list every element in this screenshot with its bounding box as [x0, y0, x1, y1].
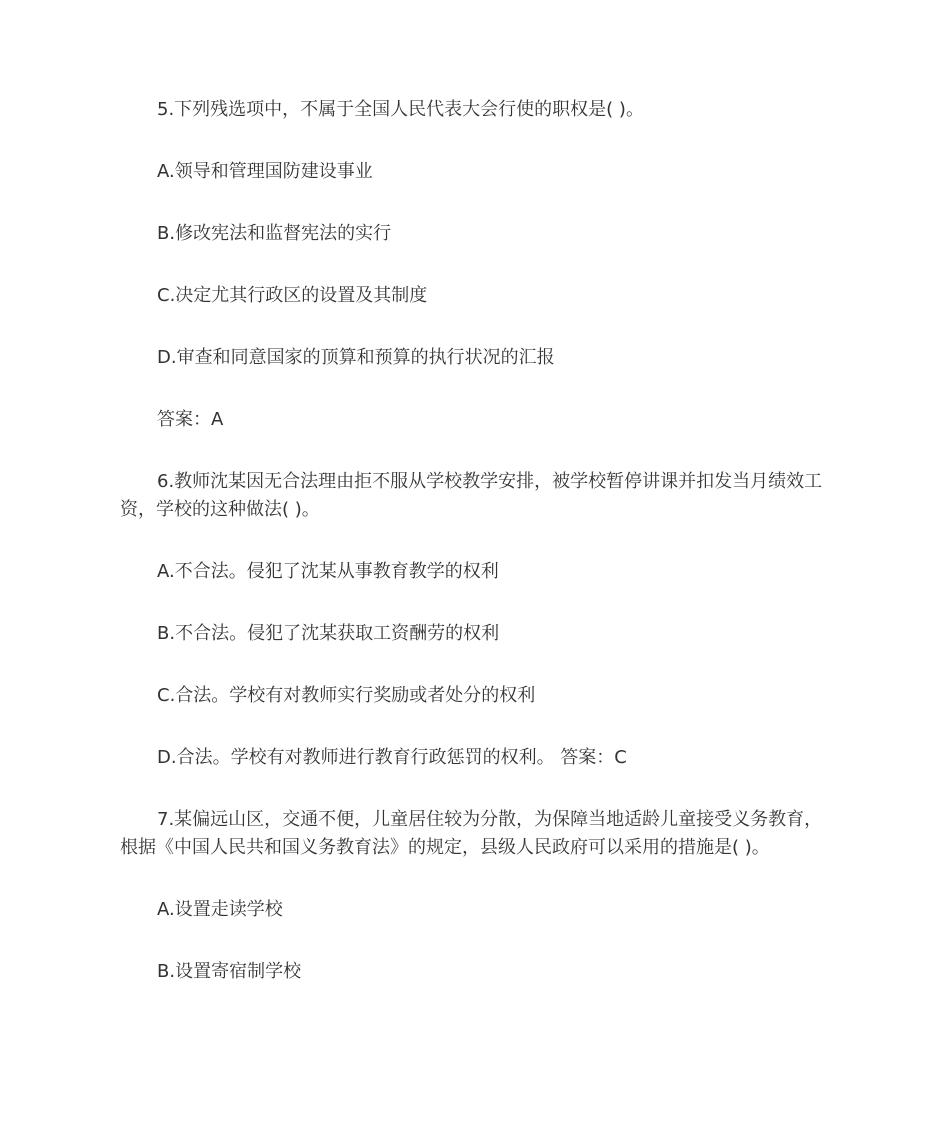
question-6-option-a: A.不合法。侵犯了沈某从事教育教学的权利: [157, 561, 499, 582]
question-5-answer: 答案：A: [157, 409, 224, 430]
question-6-option-d-answer: D.合法。学校有对教师进行教育行政惩罚的权利。 答案：C: [157, 747, 627, 768]
question-5-option-d: D.审查和同意国家的顶算和预算的执行状况的汇报: [157, 347, 555, 368]
question-5-option-a: A.领导和管理国防建设事业: [157, 161, 373, 182]
question-7-stem: 7.某偏远山区，交通不便，儿童居住较为分散，为保障当地适龄儿童接受义务教育，根据《中国人民共和国义务教育法》的规定，县级人民政府可以采用的措施是( )。: [120, 809, 823, 858]
question-6-option-b: B.不合法。侵犯了沈某获取工资酬劳的权利: [157, 623, 500, 644]
question-5-stem: 5.下列残选项中，不属于全国人民代表大会行使的职权是( )。: [157, 99, 644, 120]
question-6-option-c: C.合法。学校有对教师实行奖励或者处分的权利: [157, 685, 536, 706]
question-7-option-b: B.设置寄宿制学校: [157, 961, 302, 982]
document-page: [120, 96, 836, 986]
question-7-option-a: A.设置走读学校: [157, 899, 283, 920]
question-5-option-b: B.修改宪法和监督宪法的实行: [157, 223, 392, 244]
question-5-option-c: C.决定尤其行政区的设置及其制度: [157, 285, 428, 306]
question-6-stem: 6.教师沈某因无合法理由拒不服从学校教学安排，被学校暂停讲课并扣发当月绩效工资，学校的这种做法( )。: [120, 471, 823, 520]
